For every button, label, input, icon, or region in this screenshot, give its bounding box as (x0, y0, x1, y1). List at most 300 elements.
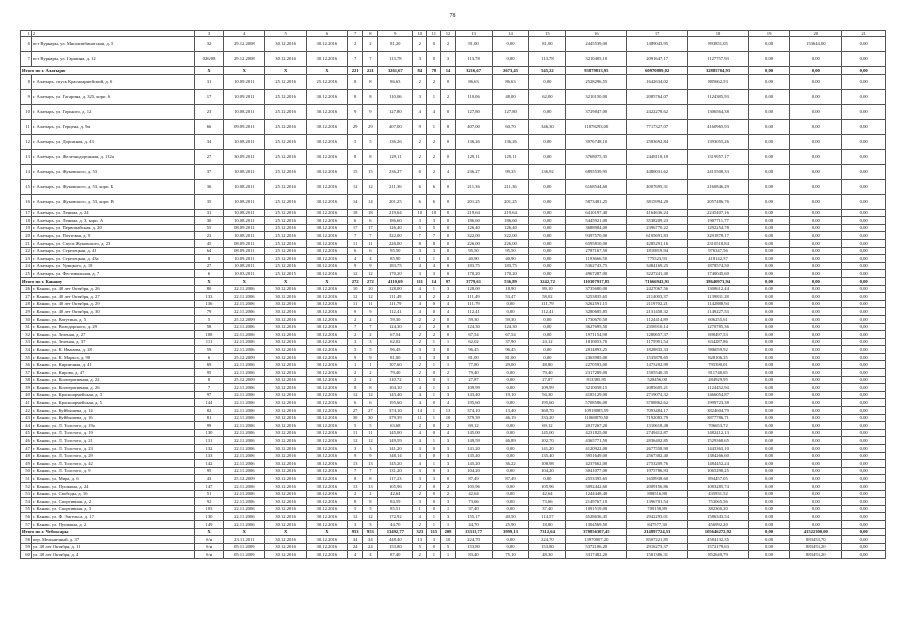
table-cell: б/н (194, 536, 223, 544)
table-cell: 85,90 (378, 255, 413, 263)
table-cell: 0,00 (842, 74, 886, 89)
table-cell: 883453,20 (790, 543, 842, 551)
table-cell: 48,30 (529, 551, 566, 559)
table-cell: 0 (427, 445, 441, 453)
table-cell: 27,87 (529, 376, 566, 384)
table-cell: 153,80 (378, 543, 413, 551)
table-row (21, 285, 886, 293)
table-cell: 124,30 (492, 323, 529, 331)
table-cell: 0,00 (842, 482, 886, 490)
table-cell: 30.12.2016 (306, 270, 347, 278)
table-row (21, 149, 886, 164)
table-cell: 30.12.2016 (306, 315, 347, 323)
table-cell: 0,00 (842, 498, 886, 506)
table-cell: 6 (363, 217, 378, 225)
table-cell: 25.12.2016 (265, 239, 306, 247)
table-cell: 30.12.2016 (265, 445, 306, 453)
table-cell: 2 (413, 37, 427, 52)
table-cell: 128,00 (455, 285, 492, 293)
table-cell: 22.11.2006 (224, 407, 265, 415)
table-cell: 7093484,17 (627, 407, 688, 415)
table-cell: 0,00 (748, 270, 789, 278)
table-cell: 3210058,15 (566, 384, 627, 392)
table-cell: 31 (194, 209, 223, 217)
table-cell: 0 (427, 505, 441, 513)
table-cell: 67,54 (378, 331, 413, 339)
table-cell: 2 (413, 134, 427, 149)
table-cell: 2787167,50 (566, 247, 627, 255)
table-cell: 9 (413, 119, 427, 134)
table-cell: 30.12.2016 (265, 490, 306, 498)
table-cell: 12 (348, 391, 363, 399)
table-cell: 0 (427, 369, 441, 377)
table-cell: 30.12.2016 (265, 293, 306, 301)
table-cell: 0,00 (748, 247, 789, 255)
table-cell: 1193666,50 (566, 255, 627, 263)
table-cell: 1642634,02 (627, 74, 688, 89)
table-cell: 22 (21, 247, 32, 255)
table-cell: 42,64 (378, 490, 413, 498)
table-cell: 2 (427, 134, 441, 149)
table-cell: 0,00 (842, 315, 886, 323)
table-cell: 4 (413, 384, 427, 392)
table-cell: 5445921,00 (566, 217, 627, 225)
table-cell: 0,00 (748, 429, 789, 437)
table-cell: 3729847,00 (566, 104, 627, 119)
table-cell: 12 (363, 270, 378, 278)
table-cell: 12 (348, 513, 363, 521)
table-cell: 41522300,00 (790, 528, 842, 536)
table-cell: 0,00 (748, 498, 789, 506)
table-cell: X (194, 528, 223, 536)
table-cell: 3999,13 (492, 528, 529, 536)
table-cell: 30.12.2016 (306, 376, 347, 384)
table-row (21, 482, 886, 490)
table-cell: 2017267,20 (566, 422, 627, 430)
table-cell: 30 (348, 414, 363, 422)
table-cell: 1393055,26 (688, 134, 749, 149)
table-cell: 0,00 (790, 89, 842, 104)
table-row (21, 37, 886, 52)
table-cell: 10.09.2011 (224, 74, 265, 89)
table-cell: 0 (441, 104, 455, 119)
table-row (21, 505, 886, 513)
table-cell: 0,00 (529, 217, 566, 225)
table-cell: 30.12.2016 (265, 543, 306, 551)
table-cell: 4 (363, 255, 378, 263)
table-cell: 1475202,99 (627, 361, 688, 369)
table-cell: 30.12.2016 (265, 300, 306, 308)
table-row (21, 376, 886, 384)
table-cell: 104,20 (455, 467, 492, 475)
table-cell: 110,06 (455, 89, 492, 104)
table-cell: 14 (21, 164, 32, 179)
table-cell: 71666943,91 (627, 277, 688, 285)
table-cell: 14 (348, 194, 363, 209)
table-cell: 95,50 (378, 247, 413, 255)
table-cell: 45 (194, 239, 223, 247)
table-cell: 30.12.2016 (265, 452, 306, 460)
table-cell: 4 (413, 460, 427, 468)
table-cell: 23.11.2011 (224, 536, 265, 544)
table-cell: 1810819,94 (627, 247, 688, 255)
table-cell: 0,00 (790, 467, 842, 475)
table-cell: 33 (21, 338, 32, 346)
table-cell: 1482412,13 (688, 429, 749, 437)
table-cell: 22.11.2006 (224, 414, 265, 422)
table-cell: 62,02 (378, 338, 413, 346)
table-cell: 0,00 (790, 445, 842, 453)
table-cell: 25,90 (492, 520, 529, 528)
table-cell: 0,00 (790, 164, 842, 179)
table-cell: 0,00 (529, 179, 566, 194)
table-cell: 0,00 (842, 452, 886, 460)
table-cell: 0,00 (529, 353, 566, 361)
table-cell: 1 (441, 338, 455, 346)
table-cell: 36,22 (492, 460, 529, 468)
table-cell: 8 (348, 475, 363, 483)
table-cell: 28 (21, 300, 32, 308)
table-row (21, 270, 886, 278)
table-cell: 3 (363, 520, 378, 528)
column-number-cell: 8 (363, 31, 378, 37)
table-cell: 322,00 (378, 232, 413, 240)
table-cell: 224,70 (529, 536, 566, 544)
table-cell: 1489043,95 (627, 37, 688, 52)
table-cell: 0,00 (790, 399, 842, 407)
table-cell: 5362743,75 (566, 262, 627, 270)
table-cell: 111,79 (529, 300, 566, 308)
table-cell: 0,00 (842, 551, 886, 559)
table-cell: 25.12.2009 (224, 353, 265, 361)
table-cell: 22.11.2006 (224, 422, 265, 430)
table-cell: 1 (348, 361, 363, 369)
table-cell: 53 (21, 490, 32, 498)
table-cell: 0 (427, 376, 441, 384)
table-cell: 115 (427, 528, 441, 536)
table-cell: 08.09.2011 (224, 239, 265, 247)
table-cell: 136 (194, 300, 223, 308)
table-cell: 30.12.2016 (265, 536, 306, 544)
table-cell: 0,00 (748, 536, 789, 544)
table-cell: 2114003,37 (627, 293, 688, 301)
table-cell: 0,00 (790, 232, 842, 240)
table-cell: 2356910,14 (627, 323, 688, 331)
table-cell: 0,00 (842, 384, 886, 392)
table-cell: 2363985,00 (566, 353, 627, 361)
address-cell: г. Канаш, ул. Л. Толстого, д. 29 (31, 452, 194, 460)
table-cell: 0,00 (790, 407, 842, 415)
column-number-cell: 10 (413, 31, 427, 37)
table-cell: 2317289,00 (566, 369, 627, 377)
table-cell: 29 (363, 119, 378, 134)
table-cell: 8 (427, 239, 441, 247)
table-cell: 186,60 (492, 217, 529, 225)
table-cell: 145,20 (378, 460, 413, 468)
table-cell: 0 (427, 452, 441, 460)
table-cell: 44,70 (378, 520, 413, 528)
table-cell: 109,99 (529, 384, 566, 392)
table-cell: 3 (427, 475, 441, 483)
table-cell: 78 (427, 67, 441, 75)
table-cell: 30.12.2016 (306, 149, 347, 164)
table-cell: 46,19 (492, 414, 529, 422)
table-cell: 111,49 (455, 293, 492, 301)
table-cell: 0,00 (790, 119, 842, 134)
table-cell: 0,00 (790, 346, 842, 354)
table-cell: 0 (427, 308, 441, 316)
table-cell: 1 (413, 376, 427, 384)
table-cell: 30.12.2016 (306, 361, 347, 369)
table-cell: 124,30 (455, 323, 492, 331)
table-cell: 30.12.2016 (306, 217, 347, 225)
table-cell: 186,60 (378, 217, 413, 225)
table-cell: 2 (363, 331, 378, 339)
table-cell: 7192083,79 (627, 414, 688, 422)
table-cell: 8 (348, 149, 363, 164)
table-cell: 2415508,33 (688, 164, 749, 179)
table-cell: 0,00 (529, 239, 566, 247)
table-cell: 2528296,55 (566, 74, 627, 89)
table-cell: 6 (427, 194, 441, 209)
table-cell: 3779,61 (455, 277, 492, 285)
table-cell: 4 (413, 285, 427, 293)
table-cell: 30.12.2016 (306, 194, 347, 209)
table-row (21, 89, 886, 104)
table-cell: 25.12.2016 (265, 74, 306, 89)
table-cell: 2160846,29 (688, 179, 749, 194)
table-cell: 1572179,63 (688, 543, 749, 551)
table-cell: 0 (441, 194, 455, 209)
table-cell: 30.12.2016 (265, 467, 306, 475)
table-cell: 05.11.2009 (224, 543, 265, 551)
table-cell: 0,00 (842, 414, 886, 422)
table-cell: 18,80 (529, 520, 566, 528)
table-cell: 136,26 (455, 134, 492, 149)
table-cell: 3280685,85 (566, 308, 627, 316)
table-cell: 0,00 (492, 52, 529, 67)
table-cell: 111,79 (455, 300, 492, 308)
table-cell: 201,25 (378, 194, 413, 209)
table-cell: 10 (348, 285, 363, 293)
address-cell: г. Алатырь, ул. Ленина, д. 24 (31, 209, 194, 217)
table-cell: 0 (441, 217, 455, 225)
table-cell: 0,00 (748, 346, 789, 354)
table-cell: 129,11 (378, 149, 413, 164)
table-cell: 706653,72 (688, 422, 749, 430)
address-cell: г. Канаш, ул. Л. Толстого, д. 21 (31, 437, 194, 445)
table-cell: 145,00 (378, 429, 413, 437)
table-cell: 0,00 (790, 285, 842, 293)
table-cell: 0,00 (748, 528, 789, 536)
table-cell: 9 (348, 262, 363, 270)
table-cell: 221 (363, 67, 378, 75)
table-cell: 2085605,21 (627, 384, 688, 392)
table-cell: 1306564,38 (688, 104, 749, 119)
table-cell: 2 (413, 149, 427, 164)
table-cell: 81,00 (378, 353, 413, 361)
table-cell: 84,59 (378, 498, 413, 506)
table-cell: 10 (21, 104, 32, 119)
table-cell: 09.09.2011 (224, 119, 265, 134)
table-cell: 25.12.2016 (265, 89, 306, 104)
table-cell: 214897724,53 (627, 528, 688, 536)
table-cell: 50 (21, 467, 32, 475)
table-cell: 1127757,93 (688, 52, 749, 67)
table-cell: 81,20 (378, 37, 413, 52)
table-cell: 4164636,24 (627, 209, 688, 217)
table-cell: 3815994,20 (627, 194, 688, 209)
table-cell: 51 (194, 490, 223, 498)
table-cell: 30.12.2016 (306, 232, 347, 240)
table-cell: 30.12.2016 (265, 52, 306, 67)
table-cell: 37,40 (529, 505, 566, 513)
table-cell: 82 (194, 407, 223, 415)
table-cell: 105,96 (378, 482, 413, 490)
table-cell: 0 (427, 52, 441, 67)
table-cell: 3 (413, 467, 427, 475)
address-cell: г. Канаш, ул. Зеленая, д. 27 (31, 331, 194, 339)
table-cell: 2673,45 (492, 67, 529, 75)
table-cell: 08.09.2011 (224, 224, 265, 232)
table-cell: 15 (21, 179, 32, 194)
column-number-cell: 6 (306, 31, 347, 37)
address-cell: г. Алатырь, ул. Горького, д. 12 (31, 104, 194, 119)
column-number-cell: 14 (492, 31, 529, 37)
table-cell: 3317482,20 (566, 551, 627, 559)
table-cell: 1878574,50 (688, 262, 749, 270)
table-cell: 142 (194, 460, 223, 468)
table-cell: 5708586,00 (566, 399, 627, 407)
table-cell: 6105691,83 (627, 232, 688, 240)
table-cell: 0,00 (748, 67, 789, 75)
table-row (21, 445, 886, 453)
table-cell: 0,00 (790, 217, 842, 225)
column-number-cell: 11 (427, 31, 441, 37)
table-row (21, 315, 886, 323)
table-cell: 86,63 (492, 74, 529, 89)
total-row (21, 67, 886, 75)
table-cell: 32 (21, 331, 32, 339)
table-cell: 322,00 (492, 232, 529, 240)
table-cell: 112,41 (378, 308, 413, 316)
table-cell: 69,12 (529, 422, 566, 430)
table-cell: 4110,69 (378, 277, 413, 285)
table-cell: 44 (21, 422, 32, 430)
table-cell: 10.08.2011 (224, 134, 265, 149)
table-cell: 170,20 (455, 270, 492, 278)
table-cell: 8 (363, 149, 378, 164)
table-cell: 2 (441, 369, 455, 377)
table-cell: 30.12.2016 (306, 331, 347, 339)
table-cell: 379,39 (378, 414, 413, 422)
table-cell: 31 (194, 74, 223, 89)
table-cell: 95 (194, 467, 223, 475)
table-cell: 6895539,95 (566, 164, 627, 179)
table-cell: 129,11 (492, 149, 529, 164)
table-cell: 2 (441, 422, 455, 430)
table-cell: 5372106,20 (566, 543, 627, 551)
table-cell: 84 (413, 67, 427, 75)
table-cell: 0,00 (842, 67, 886, 75)
table-cell: 27 (21, 293, 32, 301)
table-row (21, 247, 886, 255)
table-row (21, 209, 886, 217)
table-cell: 107,60 (378, 361, 413, 369)
table-cell: 7 (21, 52, 32, 67)
table-cell: 0,00 (748, 262, 789, 270)
table-cell: 30.12.2016 (265, 376, 306, 384)
column-number-cell: 7 (348, 31, 363, 37)
table-cell: 30.12.2016 (265, 429, 306, 437)
table-cell: 30.12.2016 (306, 429, 347, 437)
table-cell: 0,00 (492, 482, 529, 490)
table-cell: 2 (348, 37, 363, 52)
table-cell: 2009156,86 (627, 482, 688, 490)
table-cell: 10.08.2011 (224, 104, 265, 119)
table-cell: 4285291,16 (627, 239, 688, 247)
table-cell: 13 (413, 536, 427, 544)
table-cell: 208 (441, 528, 455, 536)
table-cell: 0,00 (748, 543, 789, 551)
table-cell: 2 (413, 315, 427, 323)
table-cell: 2131458,32 (627, 308, 688, 316)
table-cell: 30.12.2016 (306, 536, 347, 544)
address-cell: пгт Вурнары, ул. Гаршина, д. 12 (31, 52, 194, 67)
table-cell: 3 (441, 498, 455, 506)
table-cell: 30 (363, 414, 378, 422)
table-cell: 0,00 (748, 391, 789, 399)
table-cell: 11 (348, 239, 363, 247)
table-cell: 795390,01 (688, 361, 749, 369)
table-cell: 7 (427, 232, 441, 240)
table-cell: 22.11.2006 (224, 452, 265, 460)
table-cell: 211,36 (455, 179, 492, 194)
table-cell: 3 (441, 52, 455, 67)
table-cell: 2553395,65 (566, 475, 627, 483)
table-cell: 10918085,59 (566, 407, 627, 415)
table-cell: 0,00 (748, 437, 789, 445)
table-row (21, 414, 886, 422)
table-cell: 0,00 (790, 255, 842, 263)
address-cell: пер. Мельничный, д. 37 (31, 536, 194, 544)
table-cell: 3 (413, 52, 427, 67)
table-cell: 9 (363, 262, 378, 270)
table-cell: 1 (427, 460, 441, 468)
table-cell: 0 (441, 315, 455, 323)
table-cell: 12 (363, 513, 378, 521)
address-cell: г. Канаш, ул. Ватутина, д. 5 (31, 315, 194, 323)
table-cell: 7 (413, 232, 427, 240)
table-cell: 0,00 (748, 119, 789, 134)
table-cell: 0,00 (492, 498, 529, 506)
table-cell: 136,92 (529, 164, 566, 179)
table-cell: 111 (413, 277, 427, 285)
table-cell: 1 (427, 407, 441, 415)
table-cell: 2567382,40 (627, 452, 688, 460)
table-cell: 15 (363, 164, 378, 179)
table-cell: 21 (21, 239, 32, 247)
table-cell: 40,50 (492, 513, 529, 521)
table-cell: 0,00 (492, 536, 529, 544)
table-cell: 211,36 (378, 179, 413, 194)
table-cell: 1484452,24 (688, 460, 749, 468)
table-cell: 3210150,00 (566, 89, 627, 104)
table-cell: 0,00 (790, 437, 842, 445)
address-cell: г. Канаш, ул. Красноармейская, д. 3 (31, 391, 194, 399)
address-cell: г. Канаш, ул. Свободы, д. 16 (31, 490, 194, 498)
table-cell: 30.12.2016 (265, 361, 306, 369)
